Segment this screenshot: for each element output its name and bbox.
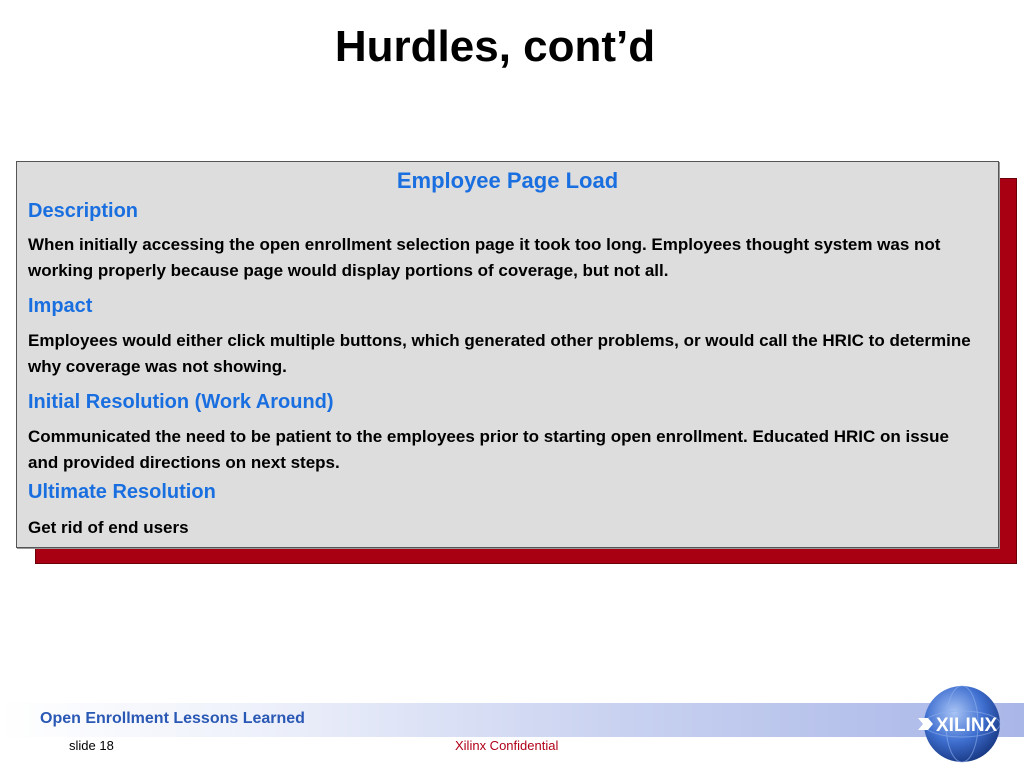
- slide-title: Hurdles, cont’d: [334, 22, 656, 71]
- ultimate-resolution-label: Ultimate Resolution: [28, 481, 216, 503]
- logo-text: XILINX: [936, 715, 998, 736]
- impact-label: Impact: [28, 295, 93, 317]
- footer-title: Open Enrollment Lessons Learned: [40, 710, 305, 727]
- description-text: When initially accessing the open enrollment selection page it took too long. Employees thought system was not working properly because page would display portions of coverage, but not all.: [28, 235, 941, 280]
- ultimate-resolution-text: Get rid of end users: [28, 518, 189, 537]
- description-label: Description: [28, 200, 139, 222]
- confidential-label: Xilinx Confidential: [455, 738, 559, 753]
- slide-number: slide 18: [69, 738, 114, 753]
- box-heading: Employee Page Load: [396, 168, 619, 193]
- initial-resolution-label: Initial Resolution (Work Around): [28, 391, 334, 413]
- content-box: [16, 161, 999, 548]
- xilinx-logo: [912, 680, 1024, 768]
- initial-resolution-text: Communicated the need to be patient to the employees prior to starting open enrollment. Educated HRIC on issue and provided directions on next steps.: [28, 427, 949, 472]
- impact-text: Employees would either click multiple buttons, which generated other problems, or would call the HRIC to determine why coverage was not showing.: [28, 331, 971, 376]
